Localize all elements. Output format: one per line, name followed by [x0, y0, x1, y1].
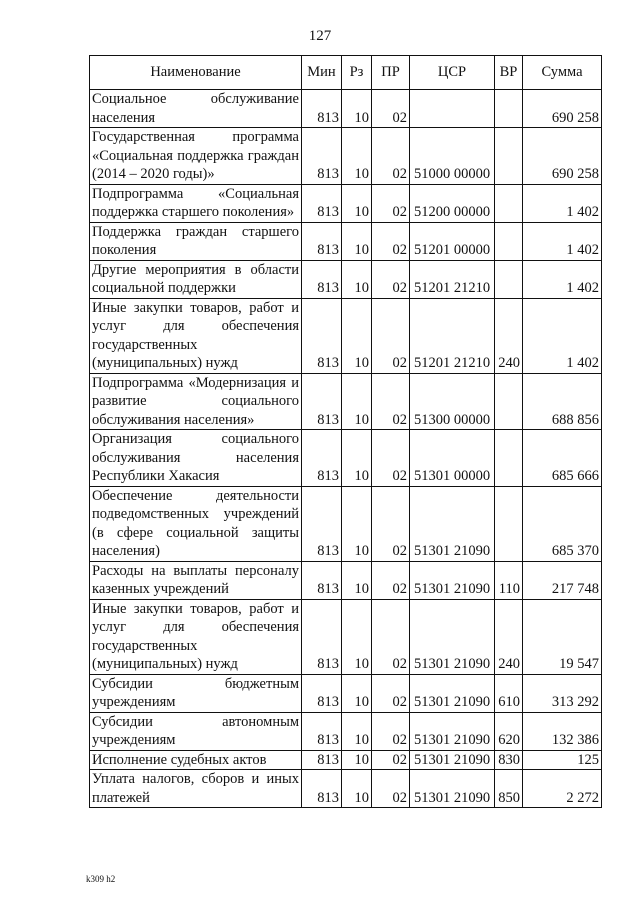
table-row: [90, 184, 602, 222]
cell-csr: 51300 00000: [410, 373, 495, 430]
table-row: [90, 373, 602, 430]
cell-rz: 10: [342, 260, 372, 298]
cell-csr: 51301 21090: [410, 599, 495, 674]
cell-sum: 690 258: [523, 90, 602, 128]
table-row: [90, 260, 602, 298]
table-row: [90, 90, 602, 128]
cell-min: 813: [302, 430, 342, 487]
cell-pr: 02: [372, 373, 410, 430]
cell-name: Обеспечение деятельности подведомственных учреждений (в сфере социальной защиты населения): [90, 486, 302, 561]
cell-sum: 690 258: [523, 128, 602, 185]
cell-sum: 125: [523, 750, 602, 770]
cell-sum: 132 386: [523, 712, 602, 750]
table-row: [90, 222, 602, 260]
cell-min: 813: [302, 260, 342, 298]
cell-pr: 02: [372, 712, 410, 750]
cell-rz: 10: [342, 750, 372, 770]
cell-vr: [495, 90, 523, 128]
cell-csr: 51301 21090: [410, 561, 495, 599]
cell-vr: [495, 222, 523, 260]
table-row: [90, 674, 602, 712]
cell-pr: 02: [372, 674, 410, 712]
cell-name: Подпрограмма «Социальная поддержка старшего поколения»: [90, 184, 302, 222]
cell-pr: 02: [372, 90, 410, 128]
cell-name: Другие мероприятия в области социальной поддержки: [90, 260, 302, 298]
cell-name: Поддержка граждан старшего поколения: [90, 222, 302, 260]
cell-sum: 1 402: [523, 222, 602, 260]
cell-csr: 51201 00000: [410, 222, 495, 260]
cell-min: 813: [302, 184, 342, 222]
cell-name: Государственная программа «Социальная поддержка граждан (2014 – 2020 годы)»: [90, 128, 302, 185]
header-pr: ПР: [372, 56, 410, 90]
cell-name: Социальное обслуживание населения: [90, 90, 302, 128]
cell-min: 813: [302, 674, 342, 712]
cell-min: 813: [302, 128, 342, 185]
cell-vr: 610: [495, 674, 523, 712]
cell-name: Уплата налогов, сборов и иных платежей: [90, 770, 302, 808]
cell-name: Организация социального обслуживания населения Республики Хакасия: [90, 430, 302, 487]
cell-vr: 850: [495, 770, 523, 808]
cell-pr: 02: [372, 486, 410, 561]
table-row: [90, 298, 602, 373]
cell-sum: 1 402: [523, 298, 602, 373]
cell-sum: 313 292: [523, 674, 602, 712]
cell-min: 813: [302, 486, 342, 561]
cell-csr: 51201 21210: [410, 298, 495, 373]
cell-pr: 02: [372, 599, 410, 674]
cell-csr: 51301 21090: [410, 486, 495, 561]
cell-min: 813: [302, 770, 342, 808]
cell-vr: 240: [495, 298, 523, 373]
cell-rz: 10: [342, 222, 372, 260]
cell-rz: 10: [342, 674, 372, 712]
cell-min: 813: [302, 712, 342, 750]
cell-min: 813: [302, 750, 342, 770]
footer-code: k309 h2: [86, 874, 116, 884]
cell-rz: 10: [342, 128, 372, 185]
cell-csr: 51000 00000: [410, 128, 495, 185]
cell-vr: 620: [495, 712, 523, 750]
header-vr: ВР: [495, 56, 523, 90]
cell-vr: [495, 486, 523, 561]
cell-csr: 51301 21090: [410, 712, 495, 750]
cell-rz: 10: [342, 712, 372, 750]
cell-name: Расходы на выплаты персоналу казенных учреждений: [90, 561, 302, 599]
cell-sum: 2 272: [523, 770, 602, 808]
cell-csr: 51301 21090: [410, 750, 495, 770]
cell-pr: 02: [372, 260, 410, 298]
cell-sum: 685 666: [523, 430, 602, 487]
cell-vr: [495, 260, 523, 298]
cell-pr: 02: [372, 128, 410, 185]
cell-min: 813: [302, 561, 342, 599]
cell-pr: 02: [372, 222, 410, 260]
table-row: [90, 750, 602, 770]
cell-rz: 10: [342, 561, 372, 599]
cell-pr: 02: [372, 770, 410, 808]
table-row: [90, 430, 602, 487]
cell-sum: 688 856: [523, 373, 602, 430]
cell-rz: 10: [342, 599, 372, 674]
cell-vr: [495, 128, 523, 185]
header-sum: Сумма: [523, 56, 602, 90]
cell-pr: 02: [372, 298, 410, 373]
table-row: [90, 770, 602, 808]
cell-rz: 10: [342, 486, 372, 561]
cell-sum: 1 402: [523, 260, 602, 298]
cell-rz: 10: [342, 373, 372, 430]
cell-pr: 02: [372, 750, 410, 770]
cell-rz: 10: [342, 770, 372, 808]
cell-name: Исполнение судебных актов: [90, 750, 302, 770]
cell-name: Иные закупки товаров, работ и услуг для обеспечения государственных (муниципальных) нужд: [90, 298, 302, 373]
cell-vr: 240: [495, 599, 523, 674]
page-number: 127: [308, 28, 332, 44]
cell-csr: 51301 21090: [410, 674, 495, 712]
cell-sum: 685 370: [523, 486, 602, 561]
cell-vr: 110: [495, 561, 523, 599]
cell-min: 813: [302, 298, 342, 373]
cell-pr: 02: [372, 184, 410, 222]
cell-sum: 19 547: [523, 599, 602, 674]
header-rz: Рз: [342, 56, 372, 90]
cell-csr: 51301 21090: [410, 770, 495, 808]
table-row: [90, 128, 602, 185]
cell-vr: 830: [495, 750, 523, 770]
cell-min: 813: [302, 222, 342, 260]
cell-min: 813: [302, 90, 342, 128]
cell-name: Подпрограмма «Модернизация и развитие социального обслуживания населения»: [90, 373, 302, 430]
header-csr: ЦСР: [410, 56, 495, 90]
table-row: [90, 599, 602, 674]
cell-name: Субсидии автономным учреждениям: [90, 712, 302, 750]
cell-sum: 217 748: [523, 561, 602, 599]
cell-pr: 02: [372, 561, 410, 599]
cell-min: 813: [302, 373, 342, 430]
cell-rz: 10: [342, 298, 372, 373]
cell-min: 813: [302, 599, 342, 674]
header-name: Наименование: [90, 56, 302, 90]
cell-vr: [495, 373, 523, 430]
cell-pr: 02: [372, 430, 410, 487]
table-header-row: [90, 56, 602, 90]
cell-name: Иные закупки товаров, работ и услуг для обеспечения государственных (муниципальных) нужд: [90, 599, 302, 674]
cell-vr: [495, 184, 523, 222]
table-body: [90, 90, 602, 808]
cell-sum: 1 402: [523, 184, 602, 222]
cell-rz: 10: [342, 430, 372, 487]
cell-csr: 51200 00000: [410, 184, 495, 222]
cell-rz: 10: [342, 90, 372, 128]
cell-vr: [495, 430, 523, 487]
table-row: [90, 486, 602, 561]
header-min: Мин: [302, 56, 342, 90]
cell-name: Субсидии бюджетным учреждениям: [90, 674, 302, 712]
cell-rz: 10: [342, 184, 372, 222]
table-row: [90, 712, 602, 750]
cell-csr: [410, 90, 495, 128]
cell-csr: 51301 00000: [410, 430, 495, 487]
budget-table: [89, 55, 602, 808]
table-row: [90, 561, 602, 599]
cell-csr: 51201 21210: [410, 260, 495, 298]
